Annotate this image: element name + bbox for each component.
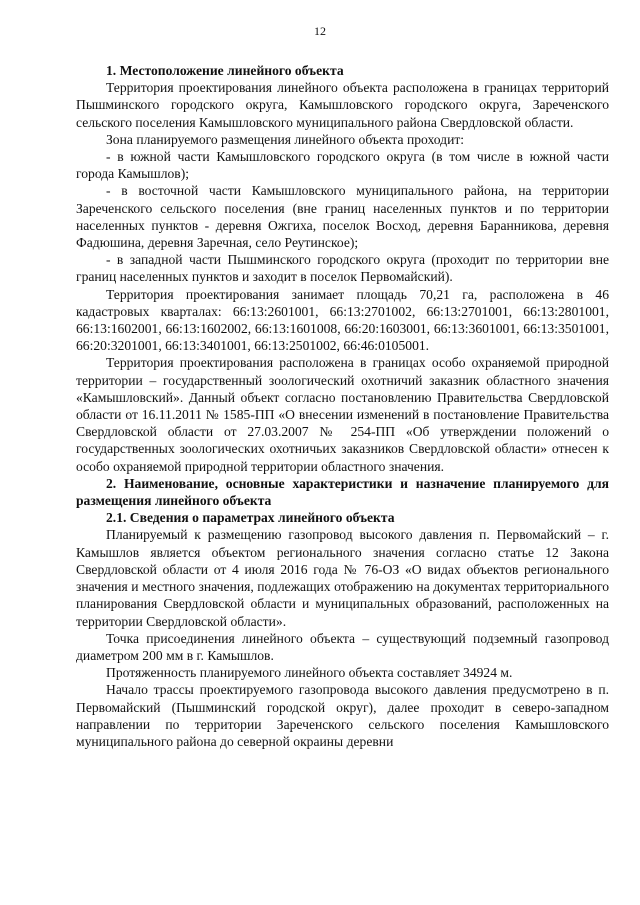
document-body [76,62,609,750]
list-item: - в восточной части Камышловского муниципального района, на территории Зареченского сельского поселения (вне границ населенных пунктов и по территории населенных пунктов - деревня Ожгиха, поселок Восход, деревня Баранникова, деревня Фадюшина, деревня Заречная, село Реутинское); [76,183,609,251]
paragraph: Зона планируемого размещения линейного объекта проходит: [106,131,465,147]
section-2-heading: 2. Наименование, основные характеристики и назначение планируемого для размещения линейного объекта [76,475,609,509]
paragraph: Протяженность планируемого линейного объекта составляет 34924 м. [106,665,513,681]
section-1-heading: 1. Местоположение линейного объекта [106,63,344,78]
paragraph: Начало трассы проектируемого газопровода высокого давления предусмотрено в п. Первомайский (Пышминский городской округ), далее проходит в северо-западном направлении по территории Зареченского сельского поселения Камышловского муниципального района до северной окраины деревни [76,682,609,749]
page-number: 12 [314,24,326,38]
list-item: - в южной части Камышловского городского округа (в том числе в южной части города Камышлов); [76,149,609,182]
section-2-1-heading: 2.1. Сведения о параметрах линейного объекта [106,510,395,526]
paragraph: Планируемый к размещению газопровод высокого давления п. Первомайский – г. Камышлов является объектом регионального значения согласно статье 12 Закона Свердловской области от 4 июля 2016 года № 76-ОЗ «О видах объектов регионального значения и местного значения, подлежащих отображению на документах территориального планирования Свердловской области и муниципальных образований, расположенных на территории Свердловской области». [76,527,609,629]
paragraph: Точка присоединения линейного объекта – существующий подземный газопровод диаметром 200 мм в г. Камышлов. [76,630,609,663]
paragraph: Территория проектирования линейного объекта расположена в границах территорий Пышминского городского округа, Камышловского городского округа, Зареченского сельского поселения Камышловского муниципального района Свердловской области. [76,80,609,130]
paragraph: Территория проектирования занимает площадь 70,21 га, расположена в 46 кадастровых кварталах: 66:13:2601001, 66:13:2701002, 66:13:2701001, 66:13:2801001, 66:13:1602001, 66:13:1602002, 66:13:1601008, 66:20:1603001, 66:13:3601001, 66:13:3501001, 66:20:3201001, 66:13:3401001, 66:13:2501002, 66:46:0105001. [76,286,609,354]
paragraph: Территория проектирования расположена в границах особо охраняемой природной территории – государственный зоологический охотничий заказник областного значения «Камышловский». Данный объект согласно постановлению Правительства Свердловской области от 16.11.2011 № 1585-ПП «О внесении изменений в постановление Правительства Свердловской области от 27.03.2007 № 254-ПП «Об утверждении положений о государственных зоологических охотничьих заказников Свердловской области» отнесен к особо охраняемой природной территории областного значения. [76,355,609,474]
list-item: - в западной части Пышминского городского округа (проходит по территории вне границ населенных пунктов и заходит в поселок Первомайский). [76,252,609,285]
